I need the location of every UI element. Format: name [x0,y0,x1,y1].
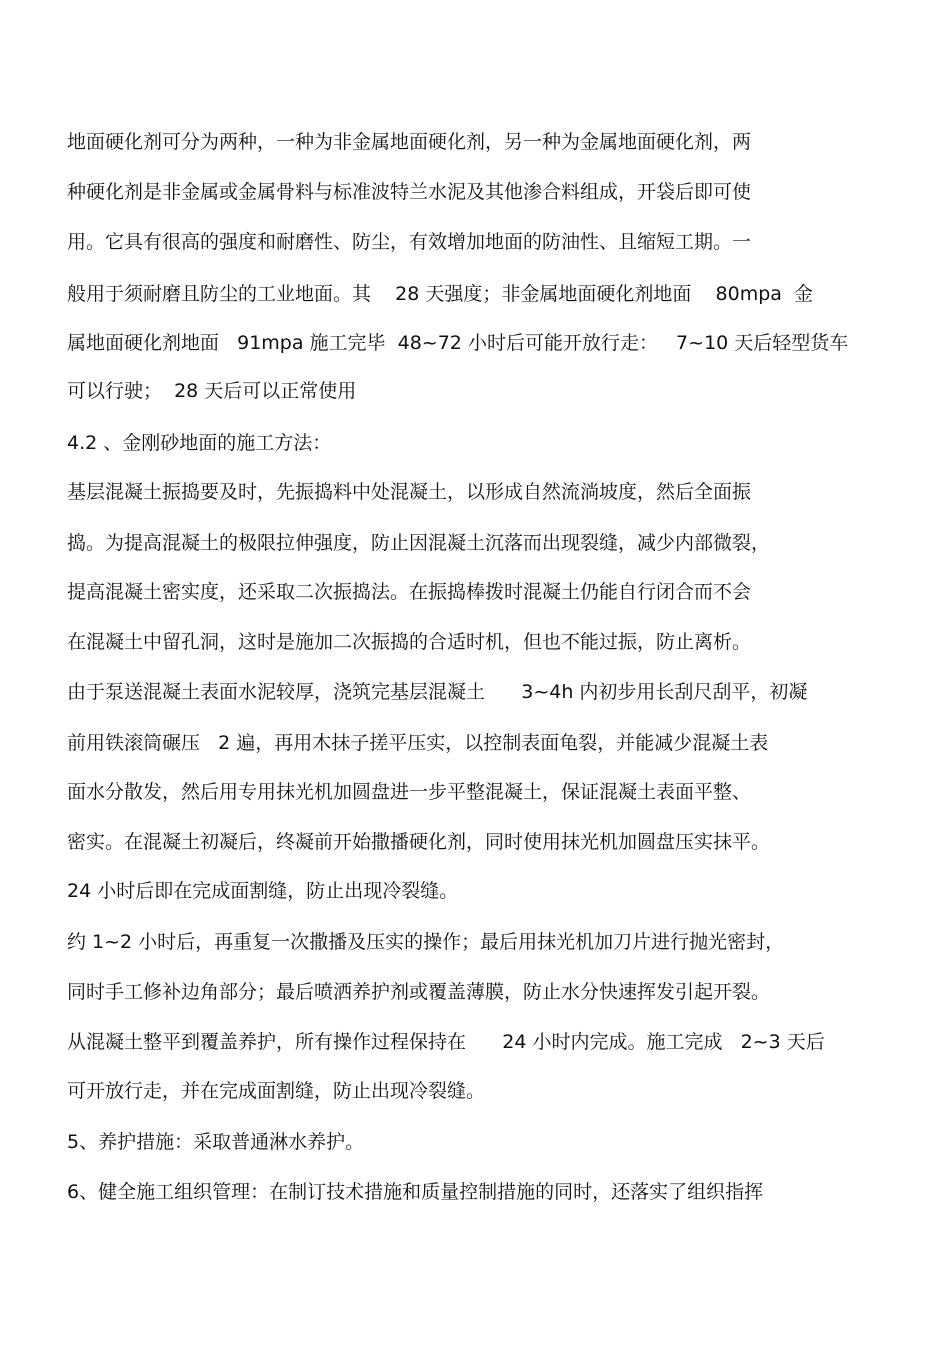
text-line: 基层混凝土振捣要及时，先振捣料中处混凝土，以形成自然流淌坡度，然后全面振 [67,481,752,503]
text-line: 约 1~2 小时后，再重复一次撒播及压实的操作；最后用抹光机加刀片进行抛光密封， [67,931,785,953]
text-line: 般用于须耐磨且防尘的工业地面。其 28 天强度；非金属地面硬化剂地面 80mpa 金 [67,283,814,305]
section-heading: 4.2 、金刚砂地面的施工方法： [67,432,332,454]
text-line: 由于泵送混凝土表面水泥较厚，浇筑完基层混凝土 3~4h 内初步用长刮尺刮平，初凝 [67,681,808,703]
text-line: 捣。为提高混凝土的极限拉伸强度，防止因混凝土沉落而出现裂缝，减少内部微裂， [67,532,771,554]
text-line: 地面硬化剂可分为两种，一种为非金属地面硬化剂，另一种为金属地面硬化剂，两 [67,131,752,153]
text-line: 可以行驶； 28 天后可以正常使用 [67,380,357,402]
text-line: 可开放行走，并在完成面割缝，防止出现冷裂缝。 [67,1080,486,1102]
text-line: 前用铁滚筒碾压 2 遍，再用木抹子搓平压实，以控制表面龟裂，并能减少混凝土表 [67,732,769,754]
text-line: 属地面硬化剂地面 91mpa 施工完毕 48~72 小时后可能开放行走： 7~10 天后轻型货车 [67,332,849,354]
text-line: 从混凝土整平到覆盖养护，所有操作过程保持在 24 小时内完成。施工完成 2~3 天后 [67,1031,825,1053]
text-line: 5、养护措施：采取普通淋水养护。 [67,1131,365,1153]
text-line: 用。它具有很高的强度和耐磨性、防尘，有效增加地面的防油性、且缩短工期。一 [67,231,752,253]
text-line: 6、健全施工组织管理：在制订技术措施和质量控制措施的同时，还落实了组织指挥 [67,1181,764,1203]
text-line: 种硬化剂是非金属或金属骨料与标准波特兰水泥及其他渗合料组成，开袋后即可使 [67,181,752,203]
text-line: 同时手工修补边角部分；最后喷洒养护剂或覆盖薄膜，防止水分快速挥发引起开裂。 [67,981,771,1003]
text-line: 在混凝土中留孔洞，这时是施加二次振捣的合适时机，但也不能过振，防止离析。 [67,631,752,653]
text-line: 面水分散发，然后用专用抹光机加圆盘进一步平整混凝土，保证混凝土表面平整、 [67,781,752,803]
text-line: 密实。在混凝土初凝后，终凝前开始撒播硬化剂，同时使用抹光机加圆盘压实抹平。 [67,831,771,853]
text-line: 提高混凝土密实度，还采取二次振捣法。在振捣棒拨时混凝土仍能自行闭合而不会 [67,581,752,603]
text-line: 24 小时后即在完成面割缝，防止出现冷裂缝。 [67,880,459,902]
